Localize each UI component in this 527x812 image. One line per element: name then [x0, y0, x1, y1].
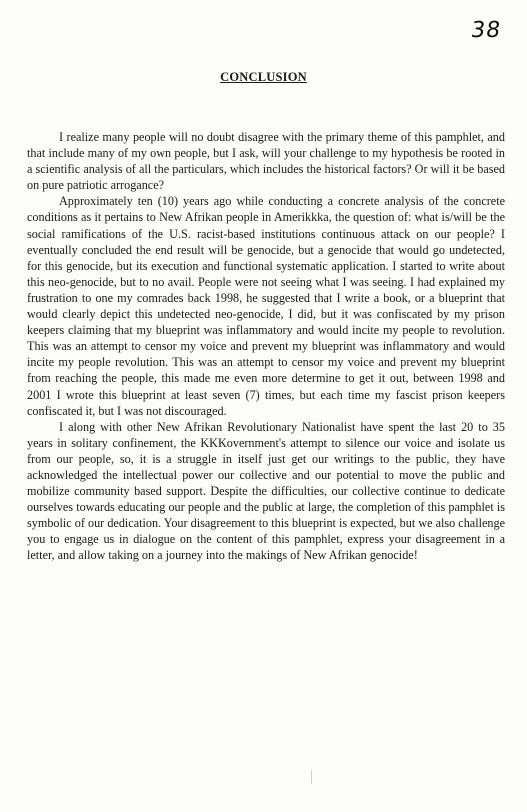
section-heading: CONCLUSION — [220, 70, 307, 84]
paragraph-3: I along with other New Afrikan Revolutionary Nationalist have spent the last 20 to 35 years in solitary confinement, the KKKovernment's attempt to silence our voice and isolate us from our people, so, it is a struggle in itself just get our writings to the public, they have acknowledged the intellectual power our collective and our potential to move the public and mobilize community based support. Despite the difficulties, our collective continue to dedicate ourselves towards educating our people and the public at large, the completion of this pamphlet is symbolic of our dedication. Your disagreement to this blueprint is expected, but we also challenge you to engage us in dialogue on the content of this pamphlet, express your disagreement in a letter, and allow taking on a journey into the makings of New Afrikan genocide! — [27, 419, 505, 563]
body-text — [27, 129, 505, 564]
page-number: 38 — [469, 18, 503, 43]
paragraph-2: Approximately ten (10) years ago while conducting a concrete analysis of the concrete conditions as it pertains to New Afrikan people in Amerikkka, the question of: what is/will be the social ramifications of the U.S. racist-based institutions continuous attack on our people? I eventually concluded the end result will be genocide, but a genocide that would go undetected, for this genocide, but its execution and functional systematic application. I started to write about this neo-genocide, but to no avail. People were not seeing what I was seeing. I had explained my frustration to one my comrades back 1998, he suggested that I write a book, or a blueprint that would clearly depict this undetected neo-genocide, I did, but it was confiscated by my prison keepers claiming that my blueprint was inflammatory and would incite my people to revolution. This was an attempt to censor my voice and prevent my blueprint was inflammatory and would incite my people revolution. This was an attempt to censor my voice and prevent my blueprint from reaching the people, this made me even more determine to get it out, between 1998 and 2001 I wrote this blueprint at least seven (7) times, but each time my fascist prison keepers confiscated it, but I was not discouraged. — [27, 194, 505, 418]
paragraph-1: I realize many people will no doubt disagree with the primary theme of this pamphlet, and that include many of my own people, but I ask, will your challenge to my hypothesis be rooted in a scientific analysis of all the particulars, which includes the historical factors? Or will it be based on pure patriotic arrogance? — [27, 130, 505, 193]
scan-mark — [311, 770, 312, 784]
